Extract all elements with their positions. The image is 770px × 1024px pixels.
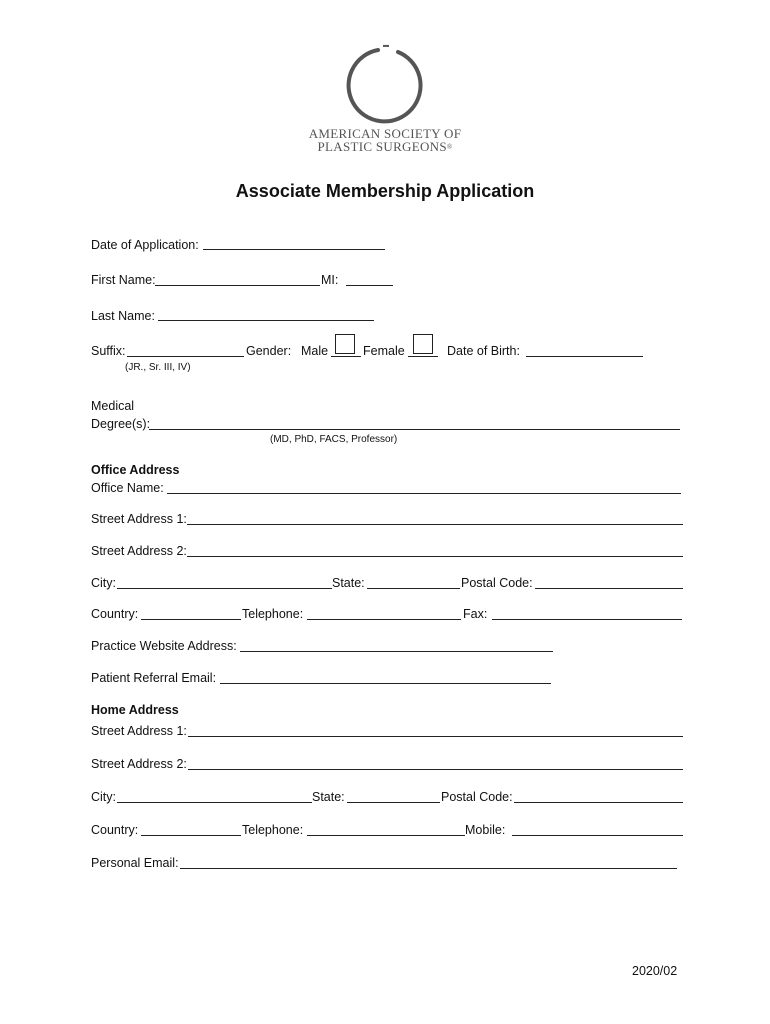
home-city-field[interactable] bbox=[117, 802, 312, 803]
home-country-label: Country: bbox=[91, 823, 139, 837]
gender-label: Gender: bbox=[246, 344, 292, 358]
personal-email-field[interactable] bbox=[180, 868, 677, 869]
date-of-birth-field[interactable] bbox=[526, 356, 643, 357]
office-fax-label: Fax: bbox=[463, 607, 488, 621]
home-postal-label: Postal Code: bbox=[441, 790, 513, 804]
last-name-label: Last Name: bbox=[91, 309, 155, 323]
first-name-field[interactable] bbox=[155, 285, 320, 286]
medical-degrees-field[interactable] bbox=[149, 429, 680, 430]
date-of-birth-label: Date of Birth: bbox=[447, 344, 520, 358]
date-of-application-label: Date of Application: bbox=[91, 238, 199, 252]
office-state-field[interactable] bbox=[367, 588, 460, 589]
personal-email-label: Personal Email: bbox=[91, 856, 179, 870]
office-country-field[interactable] bbox=[141, 619, 241, 620]
office-state-label: State: bbox=[332, 576, 365, 590]
office-city-field[interactable] bbox=[117, 588, 332, 589]
degrees-label: Degree(s): bbox=[91, 417, 151, 431]
date-of-application-field[interactable] bbox=[203, 249, 385, 250]
office-address-heading: Office Address bbox=[91, 463, 180, 477]
org-name-line2: PLASTIC SURGEONS bbox=[317, 139, 447, 154]
home-telephone-label: Telephone: bbox=[242, 823, 304, 837]
home-mobile-label: Mobile: bbox=[465, 823, 506, 837]
office-street2-field[interactable] bbox=[187, 556, 683, 557]
home-street1-field[interactable] bbox=[188, 736, 683, 737]
page-title: Associate Membership Application bbox=[235, 181, 535, 201]
home-city-label: City: bbox=[91, 790, 116, 804]
registered-mark: ® bbox=[446, 143, 453, 151]
home-street2-field[interactable] bbox=[188, 769, 683, 770]
office-street2-label: Street Address 2: bbox=[91, 544, 187, 558]
last-name-field[interactable] bbox=[158, 320, 374, 321]
mi-label: MI: bbox=[321, 273, 339, 287]
office-city-label: City: bbox=[91, 576, 116, 590]
home-street1-label: Street Address 1: bbox=[91, 724, 187, 738]
mi-field[interactable] bbox=[346, 285, 393, 286]
office-telephone-field[interactable] bbox=[307, 619, 461, 620]
suffix-field[interactable] bbox=[127, 356, 244, 357]
home-mobile-field[interactable] bbox=[512, 835, 683, 836]
home-street2-label: Street Address 2: bbox=[91, 757, 187, 771]
male-checkbox[interactable] bbox=[335, 334, 355, 354]
logo-ring-icon bbox=[340, 42, 430, 132]
office-street1-field[interactable] bbox=[187, 524, 683, 525]
org-name-line1: AMERICAN SOCIETY OF bbox=[308, 126, 462, 141]
suffix-label: Suffix: bbox=[91, 344, 126, 358]
medical-label: Medical bbox=[91, 399, 135, 413]
office-fax-field[interactable] bbox=[492, 619, 682, 620]
office-postal-label: Postal Code: bbox=[461, 576, 533, 590]
office-postal-field[interactable] bbox=[535, 588, 683, 589]
home-postal-field[interactable] bbox=[514, 802, 683, 803]
org-name-line2-wrap bbox=[270, 140, 500, 154]
home-telephone-field[interactable] bbox=[307, 835, 465, 836]
office-country-label: Country: bbox=[91, 607, 139, 621]
first-name-label: First Name: bbox=[91, 273, 156, 287]
degree-hint: (MD, PhD, FACS, Professor) bbox=[270, 434, 398, 445]
home-address-heading: Home Address bbox=[91, 703, 179, 717]
office-name-label: Office Name: bbox=[91, 481, 164, 495]
female-label: Female bbox=[363, 344, 405, 358]
form-version: 2020/02 bbox=[632, 964, 678, 978]
home-state-label: State: bbox=[312, 790, 345, 804]
patient-referral-email-field[interactable] bbox=[220, 683, 551, 684]
practice-website-label: Practice Website Address: bbox=[91, 639, 237, 653]
patient-referral-email-label: Patient Referral Email: bbox=[91, 671, 217, 685]
home-country-field[interactable] bbox=[141, 835, 241, 836]
female-underline bbox=[408, 356, 438, 357]
practice-website-field[interactable] bbox=[240, 651, 553, 652]
male-underline bbox=[331, 356, 361, 357]
office-street1-label: Street Address 1: bbox=[91, 512, 187, 526]
office-name-field[interactable] bbox=[167, 493, 681, 494]
office-telephone-label: Telephone: bbox=[242, 607, 304, 621]
suffix-hint: (JR., Sr. III, IV) bbox=[125, 362, 191, 373]
female-checkbox[interactable] bbox=[413, 334, 433, 354]
home-state-field[interactable] bbox=[347, 802, 440, 803]
male-label: Male bbox=[301, 344, 329, 358]
